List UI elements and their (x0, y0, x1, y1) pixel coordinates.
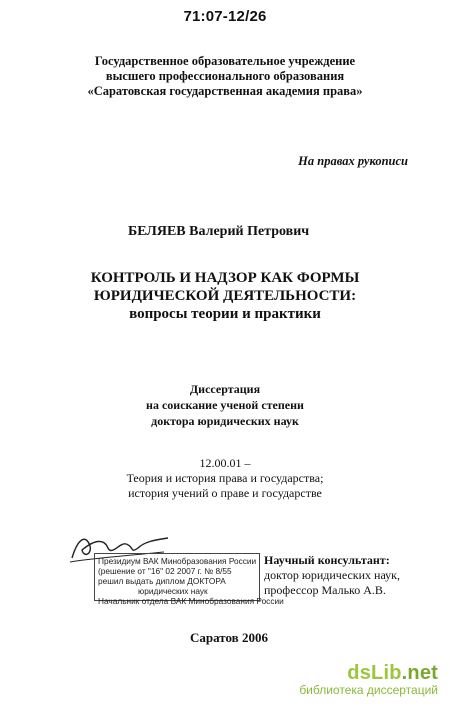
degree-line-3: доктора юридических наук (151, 414, 299, 428)
author-name: БЕЛЯЕВ Валерий Петрович (128, 224, 310, 239)
city-year: Саратов 2006 (190, 630, 268, 645)
dslib-tagline: библиотека диссертаций (299, 683, 438, 697)
stamp-line-3: решил выдать диплом ДОКТОРА (98, 576, 226, 586)
stamp-line-1: Президиум ВАК Минобразования России (98, 556, 257, 566)
title-line-2: ЮРИДИЧЕСКОЙ ДЕЯТЕЛЬНОСТИ: (93, 288, 357, 304)
catalog-code: 71:07-12/26 (183, 8, 267, 25)
title-line-3: вопросы теории и практики (129, 306, 321, 322)
specialty-line-1: Теория и история права и государства; (126, 471, 324, 485)
vak-stamp (94, 553, 284, 606)
stamp-line-4: юридических наук (138, 586, 208, 596)
dissertation-title (0, 269, 450, 323)
degree-line-1: Диссертация (189, 382, 261, 396)
title-line-1: КОНТРОЛЬ И НАДЗОР КАК ФОРМЫ (90, 270, 360, 286)
institution-block (0, 54, 450, 99)
specialty-line-2: история учений о праве и государстве (128, 486, 322, 500)
dslib-logo: dsLib.net (347, 662, 438, 684)
degree-block (0, 381, 450, 429)
institution-line-1: Государственное образовательное учреждение (94, 54, 356, 68)
specialty-block (0, 456, 450, 501)
stamp-line-2: (решение от "16" 02 2007 г. № 8/55 (98, 566, 232, 576)
consultant-label: Научный консультант: (264, 553, 390, 567)
consultant-name: профессор Малько А.В. (264, 583, 386, 597)
dslib-watermark[interactable] (299, 662, 438, 697)
consultant-degree: доктор юридических наук, (264, 568, 400, 582)
stamp-line-5: Начальник отдела ВАК Минобразования России (98, 596, 284, 606)
institution-line-3: «Саратовская государственная академия права» (87, 84, 363, 98)
institution-line-2: высшего профессионального образования (105, 69, 345, 83)
scientific-consultant (264, 553, 400, 598)
manuscript-rights: На правах рукописи (298, 154, 408, 168)
specialty-code: 12.00.01 – (199, 456, 251, 470)
degree-line-2: на соискание ученой степени (146, 398, 304, 412)
